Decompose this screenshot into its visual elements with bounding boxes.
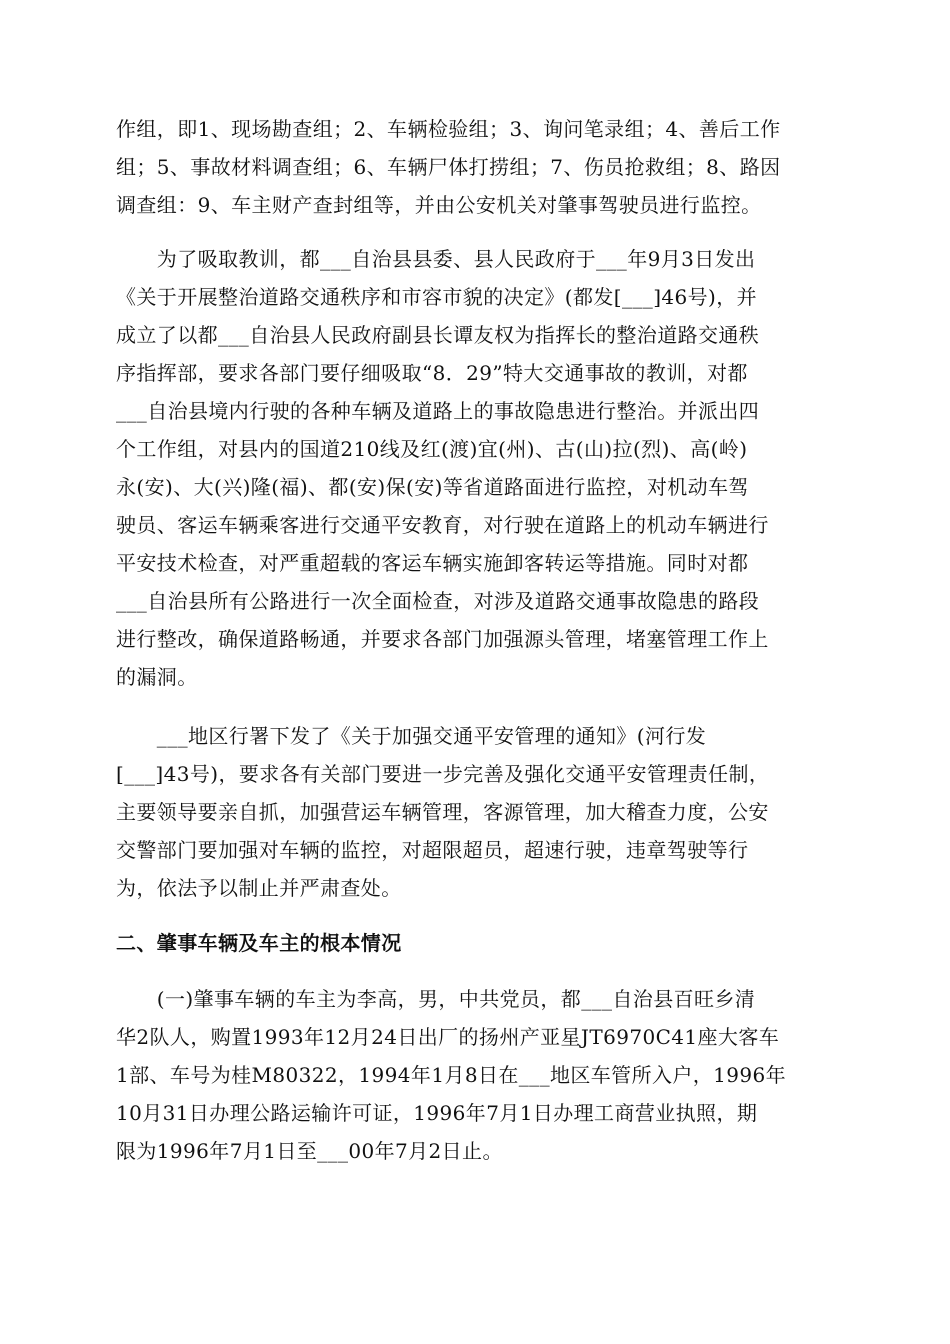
text-line: 的漏洞。: [116, 665, 198, 689]
text-line: ___自治县所有公路进行一次全面检查，对涉及道路交通事故隐患的路段: [116, 589, 760, 613]
paragraph-vehicle-owner: [116, 980, 836, 1170]
text-line: 驶员、客运车辆乘客进行交通平安教育，对行驶在道路上的机动车辆进行: [116, 513, 769, 537]
text-line: (一)肇事车辆的车主为李高，男，中共党员，都___自治县百旺乡清: [116, 987, 756, 1011]
text-line: 10月31日办理公路运输许可证，1996年7月1日办理工商营业执照，期: [116, 1101, 758, 1125]
text-line: 《关于开展整治道路交通秩序和市容市貌的决定》(都发[___]46号)，并: [116, 285, 758, 309]
text-line: 永(安)、大(兴)隆(福)、都(安)保(安)等省道路面进行监控，对机动车驾: [116, 475, 749, 499]
text-line: 限为1996年7月1日至___00年7月2日止。: [116, 1139, 503, 1163]
text-line: ___地区行署下发了《关于加强交通平安管理的通知》(河行发: [116, 724, 707, 748]
text-line: 主要领导要亲自抓，加强营运车辆管理，客源管理，加大稽查力度，公安: [116, 800, 769, 824]
text-line: 交警部门要加强对车辆的监控，对超限超员，超速行驶，违章驾驶等行: [116, 838, 749, 862]
section-heading: 二、肇事车辆及车主的根本情况: [116, 931, 402, 955]
text-line: 1部、车号为桂M80322，1994年1月8日在___地区车管所入户，1996年: [116, 1063, 787, 1087]
text-line: 华2队人，购置1993年12月24日出厂的扬州产亚星JT6970C41座大客车: [116, 1025, 780, 1049]
text-line: 调查组：9、车主财产查封组等，并由公安机关对肇事驾驶员进行监控。: [116, 193, 762, 217]
text-line: 作组，即1、现场勘查组；2、车辆检验组；3、询问笔录组；4、善后工作: [116, 117, 781, 141]
text-line: 进行整改，确保道路畅通，并要求各部门加强源头管理，堵塞管理工作上: [116, 627, 769, 651]
text-line: 为了吸取教训，都___自治县县委、县人民政府于___年9月3日发出: [116, 247, 756, 271]
text-line: ___自治县境内行驶的各种车辆及道路上的事故隐患进行整治。并派出四: [116, 399, 760, 423]
text-line: [___]43号)，要求各有关部门要进一步完善及强化交通平安管理责任制，: [116, 762, 770, 786]
text-line: 为，依法予以制止并严肃查处。: [116, 876, 402, 900]
text-line: 组；5、事故材料调查组；6、车辆尸体打捞组；7、伤员抢救组；8、路因: [116, 155, 781, 179]
paragraph-regional-notice: [116, 717, 836, 907]
text-line: 平安技术检查，对严重超载的客运车辆实施卸客转运等措施。同时对都: [116, 551, 749, 575]
text-line: 个工作组，对县内的国道210线及红(渡)宜(州)、古(山)拉(烈)、高(岭): [116, 437, 748, 461]
paragraph-work-groups: [116, 110, 836, 224]
text-line: 序指挥部，要求各部门要仔细吸取“8．29”特大交通事故的教训，对都: [116, 361, 748, 385]
paragraph-county-response: [116, 240, 836, 696]
text-line: 成立了以都___自治县人民政府副县长谭友权为指挥长的整治道路交通秩: [116, 323, 760, 347]
